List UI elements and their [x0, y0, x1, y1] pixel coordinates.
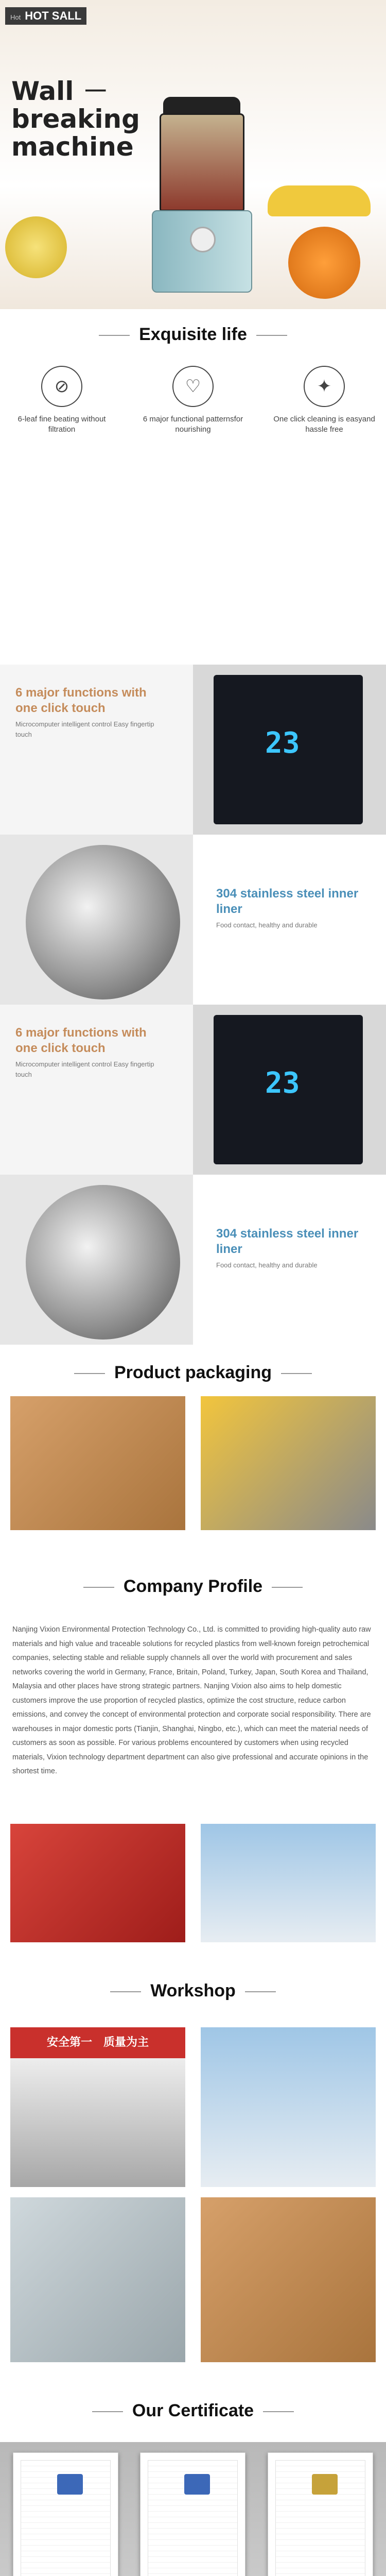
function-panel-liner-2: 304 stainless steel inner liner Food contact, healthy and durable — [0, 1175, 386, 1345]
building-image — [201, 1824, 376, 1942]
hot-sale-badge: Hot HOT SALL — [5, 7, 86, 25]
features-section — [0, 309, 386, 495]
warehouse-image — [201, 2197, 376, 2362]
office-image — [10, 1824, 185, 1942]
touch-panel-image — [193, 1005, 386, 1175]
function-panel-liner: 304 stainless steel inner liner Food contact, healthy and durable — [0, 835, 386, 1005]
factory-building-image — [201, 2027, 376, 2187]
cleaning-icon: ✦ — [304, 366, 345, 407]
section-title: Product packaging — [0, 1363, 386, 1383]
certificate-image — [13, 2452, 118, 2576]
touch-panel-image — [193, 665, 386, 835]
lemon-image — [5, 216, 67, 278]
section-title: Company Profile — [0, 1577, 386, 1597]
section-title: Our Certificate — [0, 2401, 386, 2421]
banana-image — [268, 185, 371, 216]
function-panel-touch-2: 6 major functions with one click touch Microcomputer intelligent control Easy fingertip touch 23 — [0, 1005, 386, 1175]
safety-banner: 安全第一 质量为主 — [46, 2036, 149, 2049]
carton-box-image — [10, 1396, 185, 1530]
feature-item: ⊘ 6-leaf fine beating without filtration — [10, 366, 113, 435]
hero-banner — [0, 0, 386, 309]
hero-title: Wall － breaking machine — [11, 76, 140, 162]
heart-icon: ♡ — [172, 366, 214, 407]
touch-display: 23 — [265, 726, 300, 760]
blender-product-image — [142, 88, 262, 294]
liner-image — [0, 835, 193, 1005]
forklift-image — [201, 1396, 376, 1530]
touch-display: 23 — [265, 1066, 300, 1100]
feature-item: ✦ One click cleaning is easyand hassle free — [273, 366, 376, 435]
orange-image — [288, 227, 360, 299]
certificate-gallery — [0, 2442, 386, 2576]
certificate-image — [140, 2452, 245, 2576]
certificate-image — [268, 2452, 373, 2576]
factory-aerial-image — [10, 2197, 185, 2362]
workshop-image — [10, 2027, 185, 2187]
liner-image — [0, 1175, 193, 1345]
section-title: Workshop — [0, 1981, 386, 2001]
function-panel-touch: 6 major functions with one click touch Microcomputer intelligent control Easy fingertip touch 23 — [0, 665, 386, 835]
feature-item: ♡ 6 major functional patternsfor nourishing — [142, 366, 244, 435]
company-description: Nanjing Vixion Environmental Protection Technology Co., Ltd. is committed to providing high-quality auto raw materials and high value and traceable solutions for recycled plastics from well-known foreign petrochemical companies, selecting stable and reliable supply channels all over the world with procurement and sales networks covering the world in Germany, France, Britain, Poland, Turkey, Japan, South Korea and Thailand, Malaysia and other places have strong strategic partners. Nanjing Vixion also aims to help domestic customers improve the use proportion of recycled plastics, optimize the cost structure, reduce carbon emissions, and convey the concept of environmental protection and corporate social responsibility. There are warehouses in major domestic ports (Tianjin, Shanghai, Ningbo, etc.), which can meet the material needs of customers as soon as possible. For various problems encountered by customers when using recycled materials, Vixion technology department department can also give professional and accurate opinions in the shortest time. — [12, 1625, 371, 1776]
no-filter-icon: ⊘ — [41, 366, 82, 407]
section-title: Exquisite life — [0, 325, 386, 345]
